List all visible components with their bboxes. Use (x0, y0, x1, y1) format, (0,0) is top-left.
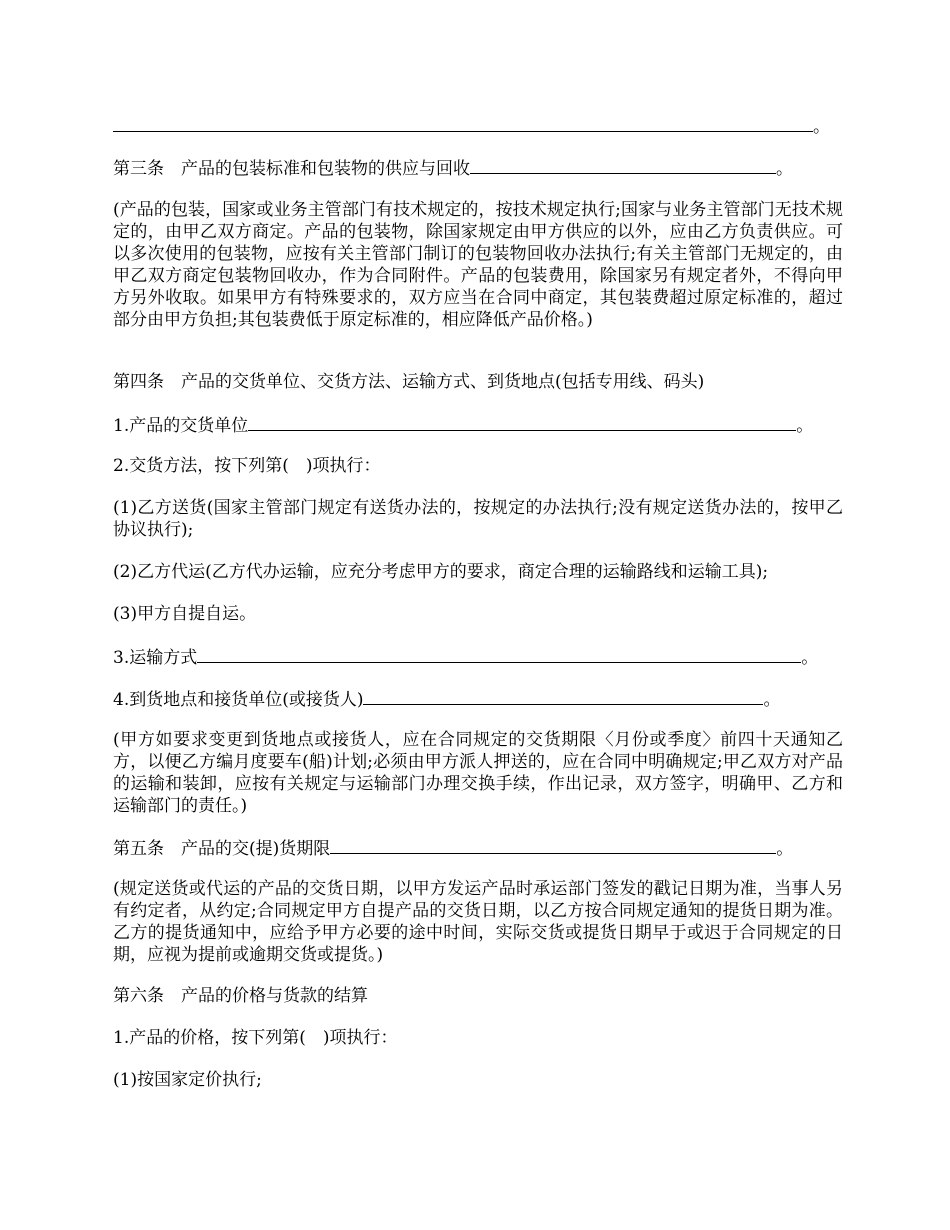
article-4-note: (甲方如要求变更到货地点或接货人，应在合同规定的交货期限〈月份或季度〉前四十天通知乙方，以便乙方编月度要车(船)计划;必须由甲方派人押送的，应在合同中明确规定;甲乙双方对产品的运输和装卸，应按有关规定与运输部门办理交换手续，作出记录，双方签字，明确甲、乙方和运输部门的责任。) (113, 730, 843, 816)
fill-in-blank[interactable] (248, 413, 796, 431)
article-5-heading (113, 836, 843, 860)
blank-line-continuation (113, 114, 843, 138)
fill-in-blank[interactable] (470, 156, 776, 174)
line-end-punct: 。 (796, 416, 814, 436)
article-6-heading: 第六条 产品的价格与货款的结算 (113, 986, 368, 1006)
item-4-text: 4.到货地点和接货单位(或接货人) (113, 690, 364, 710)
fill-in-blank[interactable] (363, 687, 763, 705)
article-4-heading: 第四条 产品的交货单位、交货方法、运输方式、到货地点(包括专用线、码头) (113, 372, 705, 392)
fill-in-blank[interactable] (113, 114, 813, 132)
item-2-option-3: (3)甲方自提自运。 (113, 604, 257, 624)
article-3-text: 第三条 产品的包装标准和包装物的供应与回收 (113, 159, 470, 179)
line-end-punct: 。 (763, 690, 781, 710)
item-3-text: 3.运输方式 (113, 648, 198, 668)
article-5-note: (规定送货或代运的产品的交货日期，以甲方发运产品时承运部门签发的戳记日期为准，当事人另有约定者，从约定;合同规定甲方自提产品的交货日期，以乙方按合同规定通知的提货日期为准。乙方的提货通知中，应给予甲方必要的途中时间，实际交货或提货日期早于或迟于合同规定的日期，应视为提前或逾期交货或提货。) (113, 879, 843, 965)
fill-in-blank[interactable] (330, 836, 776, 854)
item-1-delivery-unit (113, 413, 843, 437)
item-2-option-1: (1)乙方送货(国家主管部门规定有送货办法的，按规定的办法执行;没有规定送货办法的，按甲乙协议执行); (113, 498, 843, 540)
article-5-text: 第五条 产品的交(提)货期限 (113, 839, 331, 859)
article-6-item-1: 1.产品的价格，按下列第( )项执行： (113, 1028, 398, 1048)
item-3-transport-mode (113, 645, 843, 669)
line-end-punct: 。 (813, 117, 830, 137)
article-6-item-1-option-1: (1)按国家定价执行; (113, 1070, 262, 1090)
article-3-heading (113, 156, 843, 180)
line-end-punct: 。 (776, 839, 794, 859)
line-end-punct: 。 (776, 159, 793, 179)
item-2-option-2: (2)乙方代运(乙方代办运输，应充分考虑甲方的要求，商定合理的运输路线和运输工具); (113, 562, 769, 582)
article-3-note: (产品的包装，国家或业务主管部门有技术规定的，按技术规定执行;国家与业务主管部门无技术规定的，由甲乙双方商定。产品的包装物，除国家规定由甲方供应的以外，应由乙方负责供应。可以多次使用的包装物，应按有关主管部门制订的包装物回收办法执行;有关主管部门无规定的，由甲乙双方商定包装物回收办，作为合同附件。产品的包装费用，除国家另有规定者外，不得向甲方另外收取。如果甲方有特殊要求的，双方应当在合同中商定，其包装费超过原定标准的，超过部分由甲方负担;其包装费低于原定标准的，相应降低产品价格。) (113, 200, 843, 330)
line-end-punct: 。 (801, 648, 819, 668)
item-2-delivery-method: 2.交货方法，按下列第( )项执行： (113, 456, 381, 476)
item-1-text: 1.产品的交货单位 (113, 416, 249, 436)
fill-in-blank[interactable] (197, 645, 801, 663)
item-4-arrival-place (113, 687, 843, 711)
